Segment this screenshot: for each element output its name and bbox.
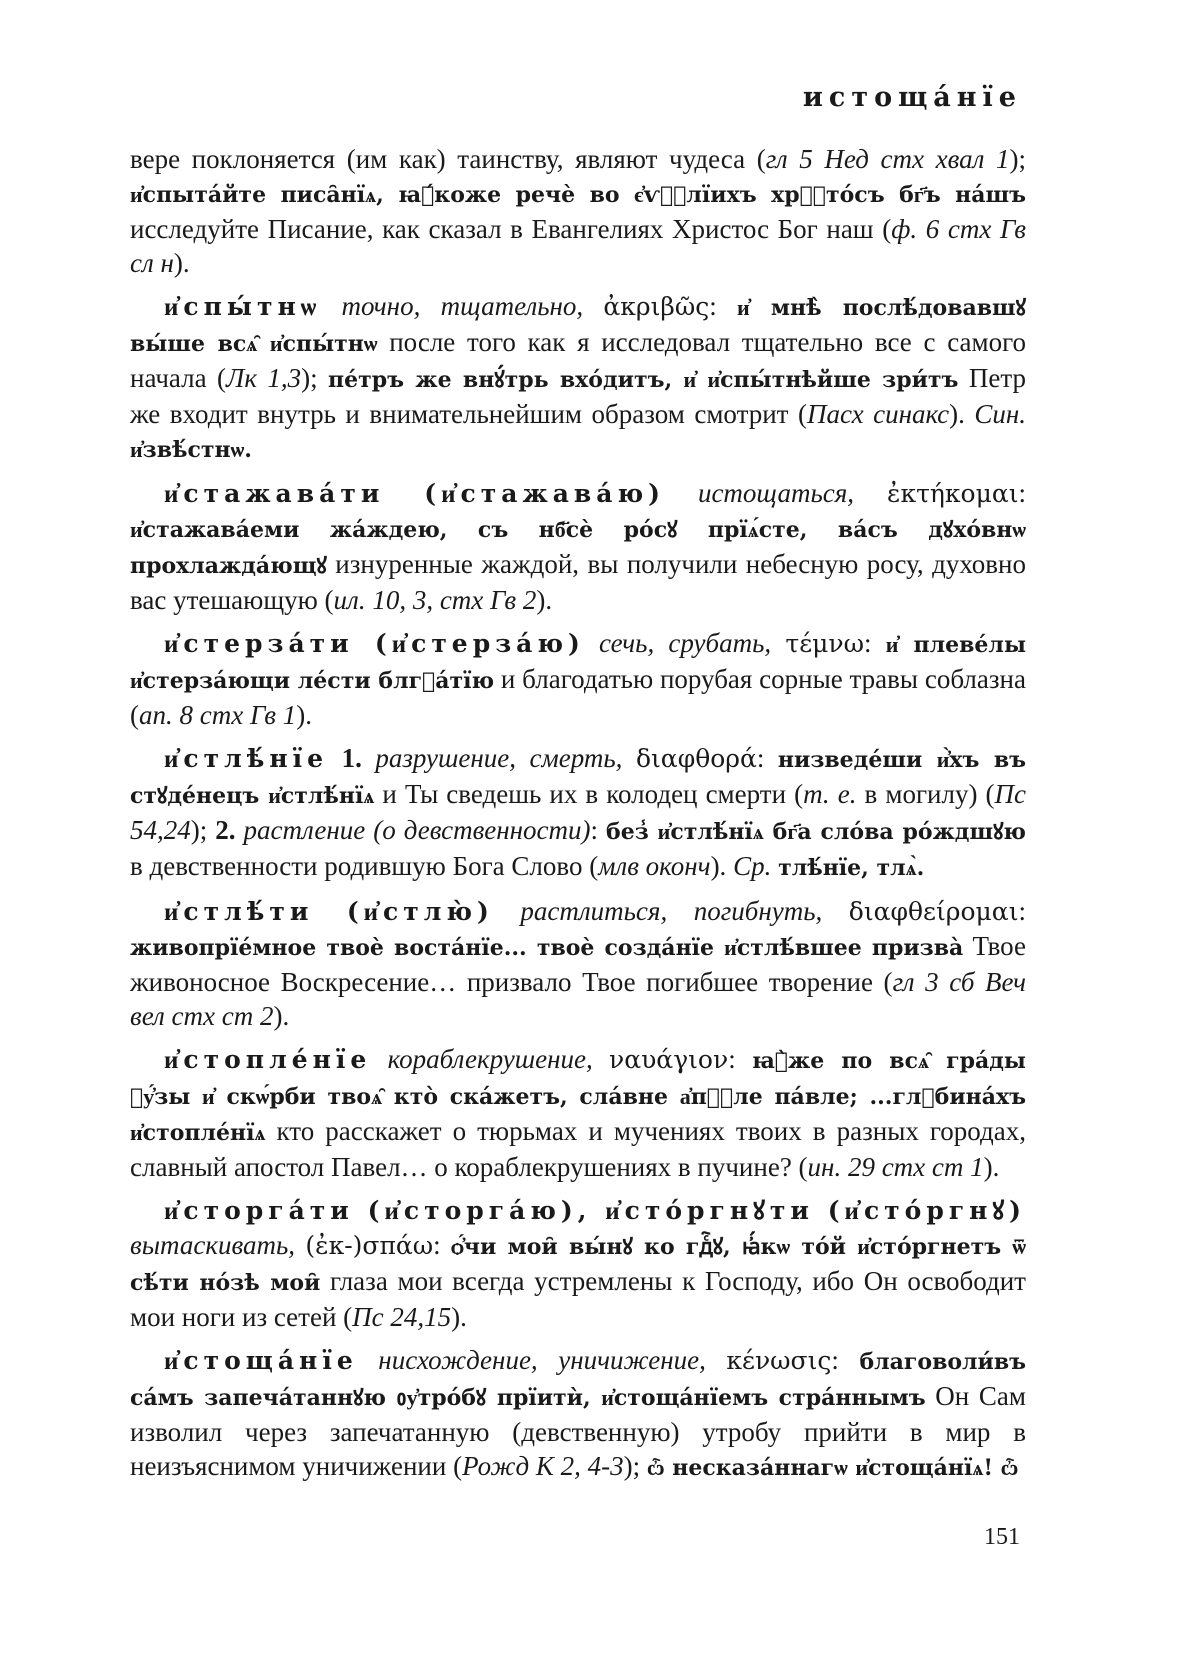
body-text: после того как я исследовал тщательно все с самого начала ( (130, 327, 1026, 393)
italic-text: ил. 10, 3, стх Гв 2 (333, 585, 537, 615)
body-text: : (1018, 896, 1027, 926)
church-slavonic-quote: тлѣ́нїе, тлѧ̀. (778, 855, 925, 881)
headword: и҆стлѣ́ти (и҆стлю̀) (164, 897, 494, 926)
body-text: ). (296, 700, 313, 730)
church-slavonic-quote: живопрїе́мное твоѐ воста́нїе... твоѐ созда́нїе и҆стлѣ́вшее призва̀ (130, 935, 964, 961)
headword: и҆стоща́нїе (164, 1346, 358, 1375)
italic-text: Пасх синакс (806, 399, 950, 429)
italic-text: Лк 1,3 (226, 363, 302, 393)
italic-text: растление (о девственности) (243, 815, 591, 845)
greek-equivalent: ἐκτήκομαι (887, 479, 1019, 508)
italic-text: Син. (974, 399, 1026, 429)
body-text: : (433, 1230, 452, 1260)
body-text: глаза мои всегда устремлены к Господу, ибо Он освободит мои ноги из сетей ( (130, 1266, 1026, 1332)
body-text (371, 1044, 387, 1074)
church-slavonic-quote: без̾ и҆стлѣ́нїѧ бг҃а сло́ва ро́ждшꙋю (606, 819, 1026, 845)
church-slavonic-quote: и҆спыта́йте писа̑нїѧ, ꙗ҆́коже речѐ во є҆ѵⷢ҇лїихъ хрⷭ҇то́съ бг҃ъ на́шъ (130, 182, 1026, 208)
body-text: и благодатью порубая сорные травы соблазна ( (130, 664, 1026, 730)
entry-continuation (130, 142, 1026, 280)
church-slavonic-quote: и҆стажава́еми жа́ждею, съ нб҃сѐ ро́сꙋ прїѧ́сте, ва́съ дꙋхо́внѡ прохлажда́ющꙋ (130, 517, 1026, 579)
body-text: ). (710, 851, 734, 881)
body-text (593, 1044, 609, 1074)
sense-number: 1. (341, 743, 362, 773)
headword: и҆спы́тнѡ (164, 292, 322, 321)
sense-number: 2. (215, 815, 236, 845)
body-text: ). (983, 1152, 1000, 1182)
body-text: Петр же входит внутрь и внимательнейшим образом смотрит ( (130, 363, 1026, 429)
body-text: изнуренные жаждой, вы получили небесную росу, духовно вас утешающую ( (130, 549, 1026, 615)
italic-text: т. е. (803, 779, 857, 809)
body-text: : (590, 815, 607, 845)
body-text (362, 743, 376, 773)
body-text (771, 628, 785, 658)
headword: и҆стлѣ́нїе (164, 744, 329, 773)
body-text: вере поклоняется (им как) таинству, являют чудеса ( (130, 144, 766, 174)
dictionary-entry (130, 1042, 1026, 1184)
headword: и҆стерза́ти (и҆стерза́ю) (164, 629, 585, 658)
dictionary-text (130, 142, 1026, 1494)
italic-text: гл 5 Нед стх хвал 1 (765, 144, 1010, 174)
body-text (494, 896, 521, 926)
body-text: ). (949, 399, 975, 429)
italic-text: Рожд К 2, 4-3 (462, 1451, 624, 1481)
body-text: : (1018, 478, 1027, 508)
greek-equivalent: τέμνω (785, 629, 864, 658)
italic-text: нисхождение, уничижение, (378, 1345, 706, 1375)
italic-text: гл 3 сб Веч вел стх ст 2 (130, 967, 1026, 1031)
italic-text: кораблекрушение, (387, 1044, 593, 1074)
italic-text: разрушение, смерть, (375, 743, 623, 773)
body-text: и Ты сведешь их в колодец смерти ( (374, 779, 804, 809)
church-slavonic-quote: и҆звѣ́стнѡ. (130, 437, 252, 463)
body-text (854, 478, 887, 508)
body-text (328, 743, 342, 773)
greek-equivalent: ἀκριβῶς (603, 292, 710, 321)
dictionary-entry (130, 476, 1026, 617)
church-slavonic-quote: ѽ несказа́ннагѡ и҆стоща́нїѧ! ѽ (646, 1455, 1019, 1481)
church-slavonic-quote: ѻ҆́чи мои̑ вы́нꙋ ко гдⷭ҇ꙋ, ꙗ҆́кѡ то́й и҆сто́ргнетъ ѿ сѣ́ти но́зѣ мои̑ (130, 1234, 1026, 1296)
church-slavonic-quote: пе́тръ же внꙋ́трь вхо́дитъ, и҆ и҆спы́тнѣйше зри́тъ (328, 367, 959, 393)
body-text: ); (623, 1451, 647, 1481)
body-text (358, 1345, 379, 1375)
body-text (622, 743, 636, 773)
greek-equivalent: (ἐκ-)σπάω (305, 1231, 434, 1260)
body-text (706, 1345, 727, 1375)
dictionary-entry (130, 626, 1026, 732)
church-slavonic-quote: низведе́ши и҆̀хъ въ стꙋде́нецъ и҆стлѣ́нїѧ (130, 747, 1026, 809)
italic-text: ф. 6 стх Гв сл н (130, 214, 1026, 278)
body-text: в девственности родившую Бога Слово ( (130, 851, 599, 881)
body-text: ); (301, 363, 329, 393)
greek-equivalent: ναυάγιον (609, 1045, 729, 1074)
body-text (583, 291, 603, 321)
italic-text: сечь, срубать, (599, 628, 772, 658)
italic-text: вытаскивать, (130, 1230, 296, 1260)
running-head: истоща́нїе (802, 82, 1022, 113)
body-text: Твое живоносное Воскресение… призвало Твое погибшее творение ( (130, 931, 1026, 997)
body-text: в могилу) ( (856, 779, 995, 809)
body-text: ). (536, 585, 553, 615)
body-text: : (709, 291, 738, 321)
body-text (665, 478, 698, 508)
body-text: : (864, 628, 886, 658)
dictionary-entry (130, 894, 1026, 1033)
body-text (295, 1230, 305, 1260)
church-slavonic-quote: и҆ мнѣ̀ послѣ́довавшꙋ вы́ше всѧ̑ и҆спы́тнѡ (130, 295, 1026, 357)
italic-text: ин. 29 стх ст 1 (807, 1152, 984, 1182)
greek-equivalent: διαφθορά (635, 744, 757, 773)
body-text: ); (1009, 144, 1027, 174)
headword: и҆стопле́нїе (164, 1045, 372, 1074)
body-text (321, 291, 341, 321)
headword: и҆стажава́ти (и҆стажава́ю) (164, 479, 665, 508)
dictionary-entry (130, 741, 1026, 885)
body-text: ). (451, 1302, 467, 1332)
italic-text: Пс 24,15 (352, 1302, 452, 1332)
italic-text: точно, тщательно, (341, 291, 584, 321)
greek-equivalent: κένωσις (726, 1346, 832, 1375)
body-text: исследуйте Писание, как сказал в Евангелиях Христос Бог наш ( (130, 214, 892, 244)
body-text (585, 628, 599, 658)
church-slavonic-quote: и҆ плеве́лы и҆стерза́ющи ле́сти блгⷣа́тїю (130, 632, 1026, 694)
body-text: ); (190, 815, 216, 845)
italic-text: истощаться, (697, 478, 855, 508)
greek-equivalent: διαφθείρομαι (848, 897, 1019, 926)
body-text: ). (273, 1001, 290, 1031)
page-number: 151 (984, 1524, 1020, 1550)
headword: и҆сторга́ти (и҆сторга́ю), и҆сто́ргнꙋти (и҆сто́ргнꙋ) (164, 1196, 1026, 1225)
italic-text: Ср. (733, 851, 772, 881)
body-text: : (728, 1044, 752, 1074)
body-text (822, 896, 849, 926)
body-text: : (831, 1345, 860, 1375)
church-slavonic-quote: благоволи́въ са́мъ запеча́таннꙋю ᲂу҆тро́бꙋ прїитѝ, и҆стоща́нїемъ стра́ннымъ (130, 1349, 1027, 1411)
body-text: ). (173, 248, 190, 278)
italic-text: Пс 54,24 (130, 779, 1026, 845)
dictionary-entry (130, 1343, 1026, 1485)
body-text: Он Сам изволил через запечатанную (девственную) утробу прийти в мир в неизъяснимом уничижении ( (130, 1381, 1026, 1481)
dictionary-entry (130, 289, 1026, 467)
body-text: кто расскажет о тюрьмах и мучениях твоих в разных городах, славный апостол Павел… о кораблекрушениях в пучине? ( (130, 1116, 1026, 1182)
italic-text: растлиться, погибнуть, (520, 896, 823, 926)
dictionary-entry (130, 1193, 1026, 1334)
church-slavonic-quote: ꙗ҆̀же по всѧ̑ гра́ды ᲂу҆́зы и҆ скѡ́рби твоѧ̑ кто̀ ска́жетъ, сла́вне а҆пⷭ҇ле па́вле; ...глꙋбина́хъ и҆стопле́нїѧ (130, 1048, 1026, 1146)
italic-text: млв оконч (598, 851, 711, 881)
body-text: : (756, 743, 778, 773)
italic-text: ап. 8 стх Гв 1 (139, 700, 297, 730)
